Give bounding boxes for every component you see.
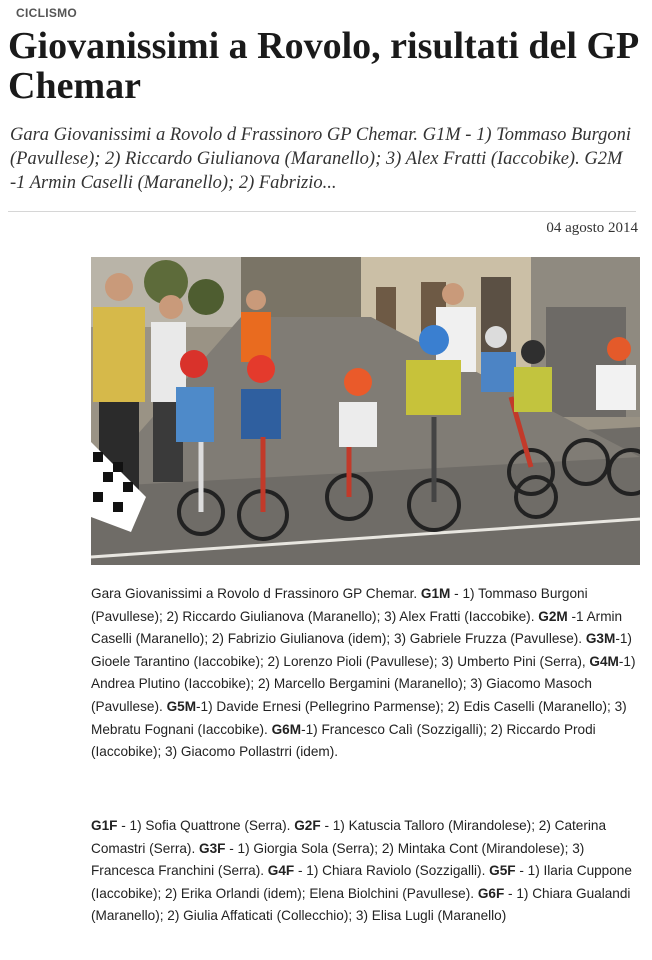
divider bbox=[8, 211, 636, 212]
category-code: G5M bbox=[166, 698, 197, 714]
results-text: -1 Armin Caselli (Maranello); 2) Fabrizio Giulianova (idem); 3) Gabriele Fruzza (Pavullese). bbox=[91, 608, 623, 647]
results-text: - 1) Chiara Raviolo (Sozzigalli). bbox=[294, 863, 490, 879]
results-text: - 1) Chiara Gualandi (Maranello); 2) Giulia Affaticati (Collecchio); 3) Elisa Lugli (Maranello) bbox=[91, 885, 631, 924]
category-code: G2M bbox=[538, 608, 568, 624]
results-paragraph-females bbox=[91, 815, 641, 928]
results-text: -1) Francesco Calì (Sozzigalli); 2) Riccardo Prodi (Iaccobike); 3) Giacomo Pollastrri (idem). bbox=[91, 721, 596, 760]
publish-date: 04 agosto 2014 bbox=[546, 220, 638, 236]
category-code: G4F bbox=[267, 863, 295, 879]
results-text: - 1) Katuscia Talloro (Mirandolese); 2) Caterina Comastri (Serra). bbox=[91, 818, 607, 856]
results-text: - 1) Tommaso Burgoni (Pavullese); 2) Riccardo Giulianova (Maranello); 3) Alex Fratti (Iaccobike). bbox=[91, 586, 588, 624]
results-paragraph-males bbox=[91, 583, 641, 764]
category-code: G1M bbox=[420, 586, 451, 601]
results-text: Gara Giovanissimi a Rovolo d Frassinoro GP Chemar. bbox=[91, 586, 421, 601]
article-title: Giovanissimi a Rovolo, risultati del GP Chemar bbox=[8, 25, 638, 107]
results-text: - 1) Sofia Quattrone (Serra). bbox=[117, 818, 295, 833]
article-photo[interactable] bbox=[91, 257, 640, 565]
category-code: G6M bbox=[271, 721, 302, 737]
category-code: G6F bbox=[477, 885, 505, 901]
race-start-photo-icon bbox=[91, 257, 640, 565]
results-text: - 1) Ilaria Cuppone (Iaccobike); 2) Erika Orlandi (idem); Elena Biolchini (Pavullese). bbox=[91, 863, 632, 901]
results-text: -1) Davide Ernesi (Pellegrino Parmense); 2) Edis Caselli (Maranello); 3) Mebratu Fognani (Iaccobike). bbox=[91, 698, 627, 737]
results-text: - 1) Giorgia Sola (Serra); 2) Mintaka Cont (Mirandolese); 3) Francesca Franchini (Serra). bbox=[91, 840, 585, 879]
category-code: G1F bbox=[91, 818, 118, 833]
results-text: -1) Gioele Tarantino (Iaccobike); 2) Lorenzo Pioli (Pavullese); 3) Umberto Pini (Serra), bbox=[91, 631, 632, 669]
article-summary: Gara Giovanissimi a Rovolo d Frassinoro GP Chemar. G1M - 1) Tommaso Burgoni (Pavullese); 2) Riccardo Giulianova (Maranello); 3) Alex Fratti (Iaccobike). G2M -1 Armin Caselli (Maranello); 2) Fabrizio... bbox=[10, 125, 631, 193]
category-code: G2F bbox=[294, 818, 321, 833]
results-text: -1) Andrea Plutino (Iaccobike); 2) Marcello Bergamini (Maranello); 3) Giacomo Masoch (Pavullese). bbox=[91, 653, 636, 714]
category-code: G4M bbox=[589, 653, 619, 669]
category-code: G3F bbox=[199, 840, 226, 856]
category-code: G3M bbox=[585, 631, 616, 647]
section-label[interactable]: CICLISMO bbox=[16, 6, 78, 20]
category-code: G5F bbox=[489, 863, 516, 879]
